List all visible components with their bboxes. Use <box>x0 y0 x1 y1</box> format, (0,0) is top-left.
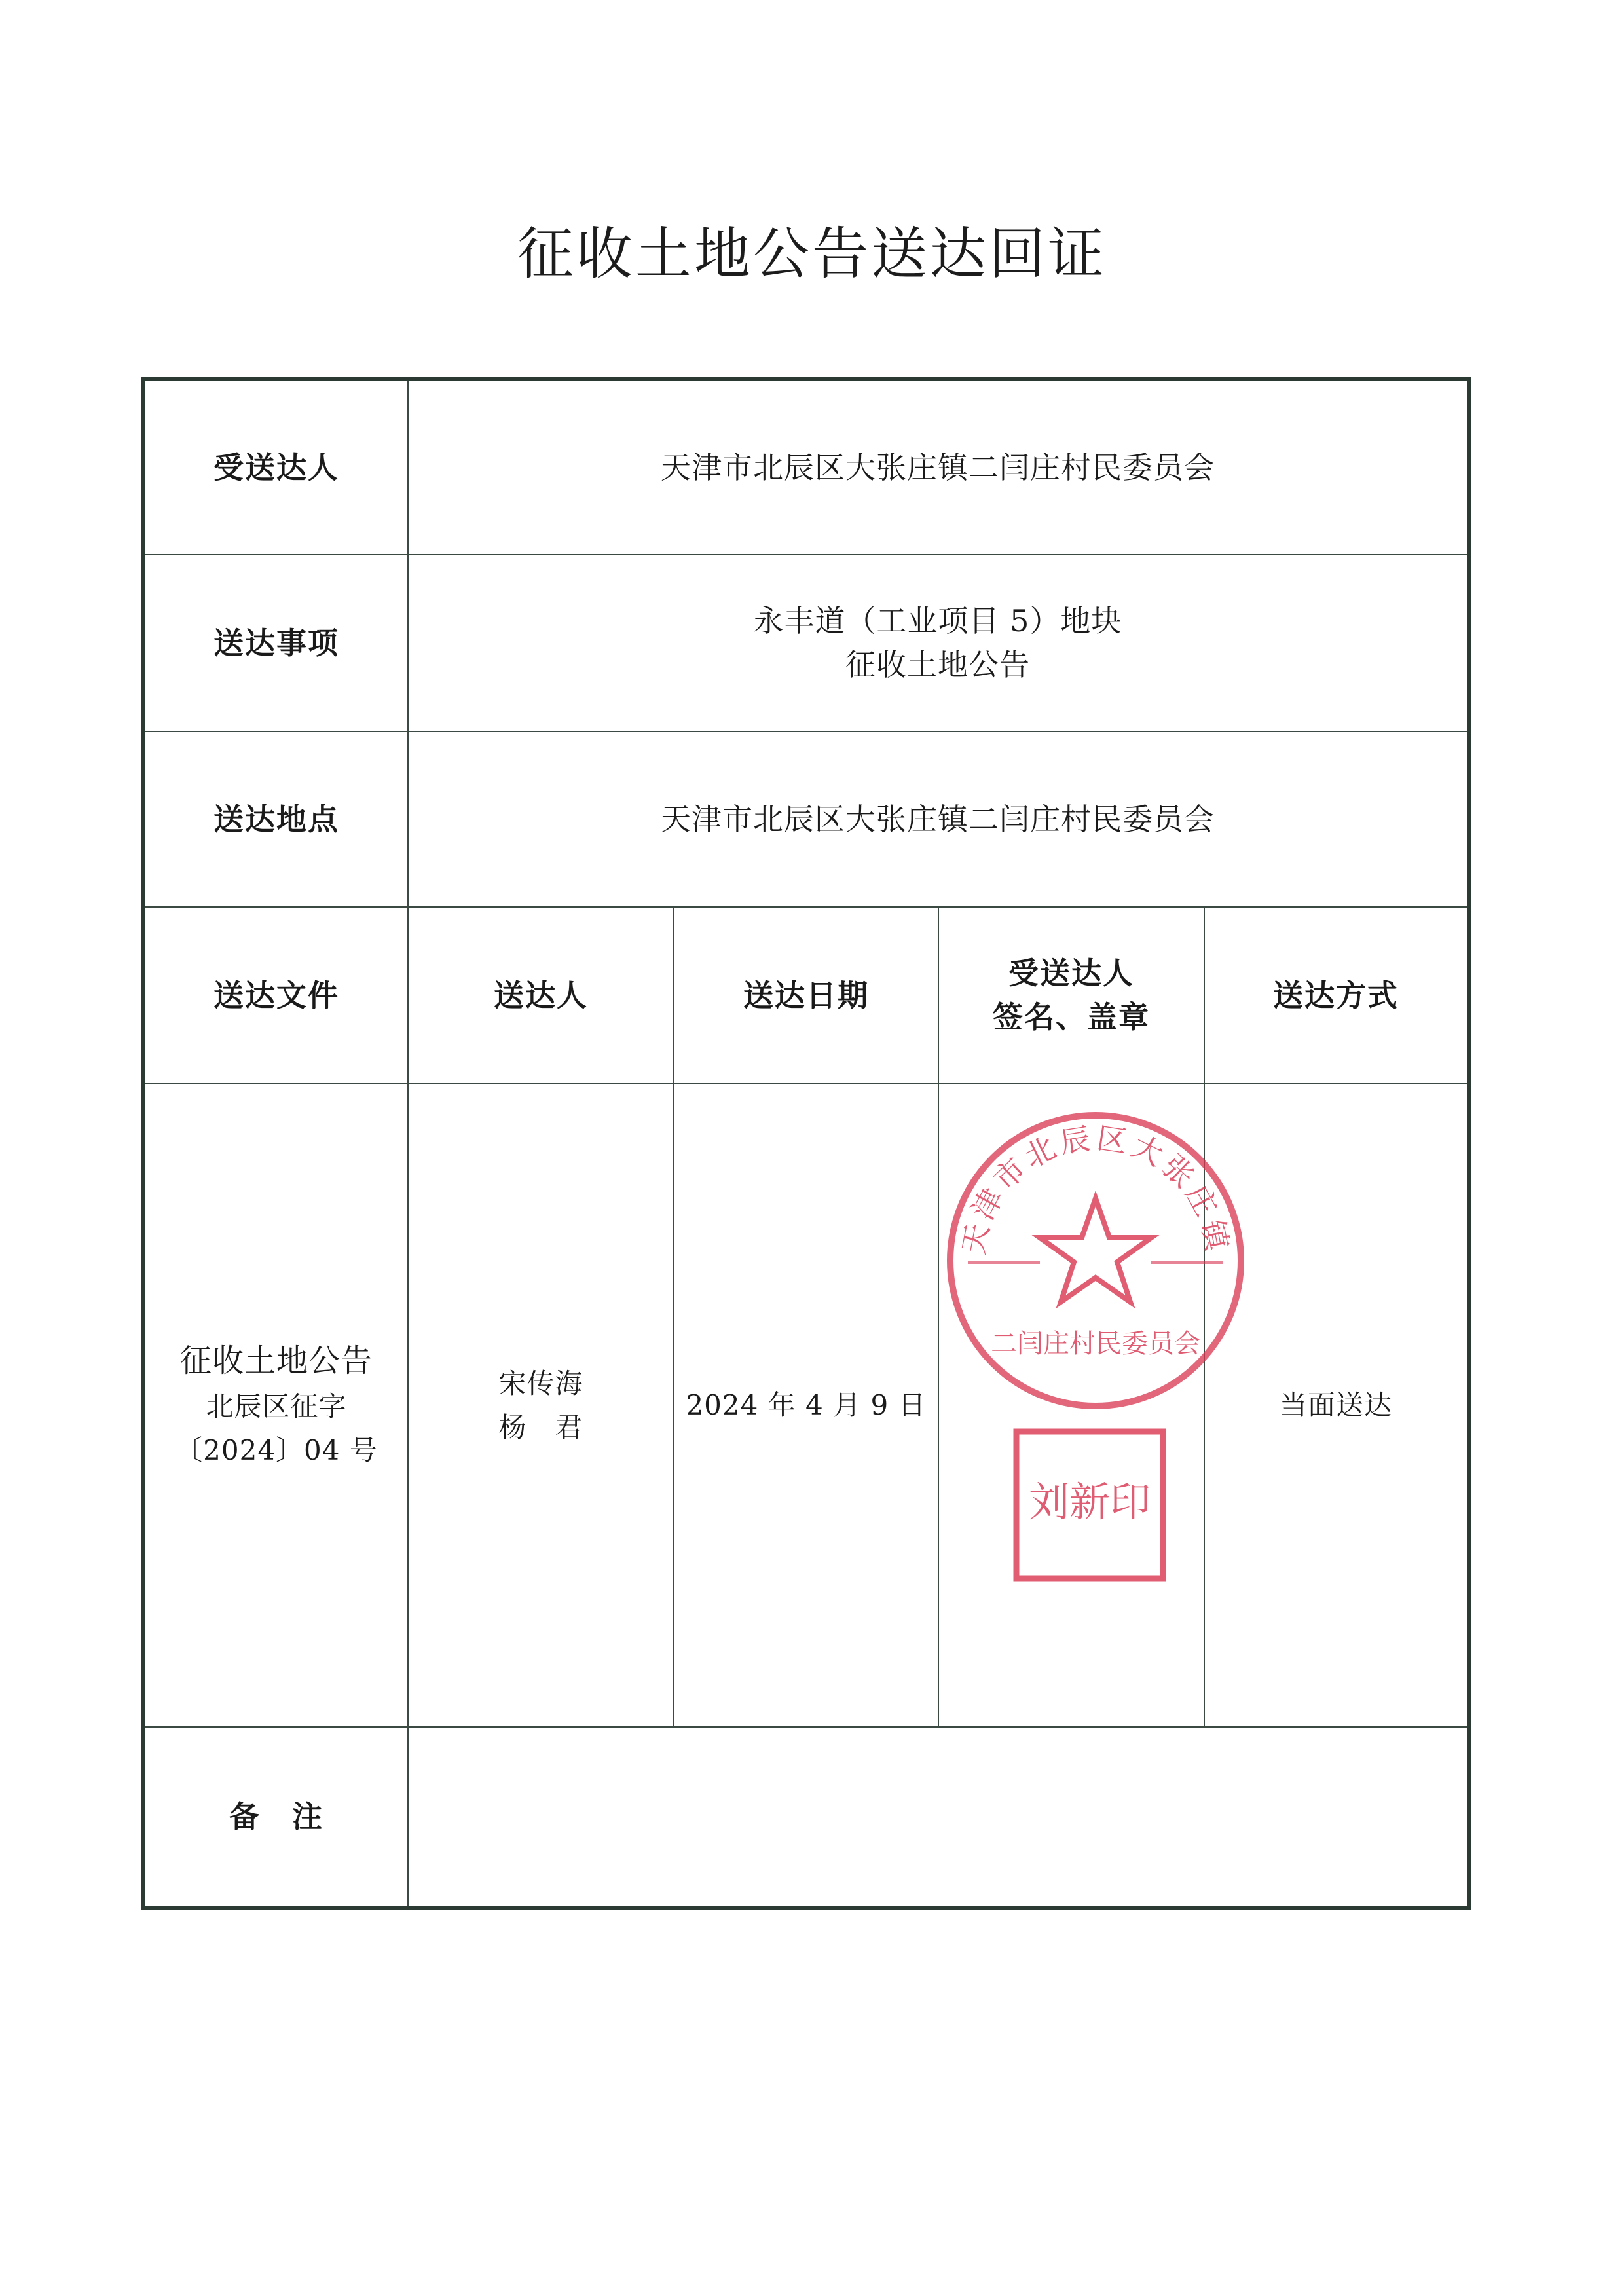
server-name: 杨 君 <box>498 1411 583 1443</box>
matter-label: 送达事项 <box>213 625 339 661</box>
date-cell: 2024 年 4 月 9 日 <box>686 1389 927 1422</box>
signature-header-line: 签名、盖章 <box>993 999 1150 1035</box>
page-title: 征收土地公告送达回证 <box>517 221 1107 287</box>
signature-header-line: 受送达人 <box>1008 955 1134 991</box>
seal-arc-text: 天津市北辰区大张庄镇 <box>955 1120 1236 1257</box>
server-column-header: 送达人 <box>494 977 588 1013</box>
recipient-value: 天津市北辰区大张庄镇二闫庄村民委员会 <box>661 449 1215 485</box>
document-line: 征收土地公告 <box>179 1342 373 1380</box>
location-value: 天津市北辰区大张庄镇二闫庄村民委员会 <box>661 801 1215 837</box>
location-label: 送达地点 <box>213 801 339 837</box>
server-cell <box>409 1084 673 1726</box>
recipient-label: 受送达人 <box>213 449 339 485</box>
document-column-header: 送达文件 <box>213 977 339 1013</box>
document-line: 〔2024〕04 号 <box>175 1434 378 1466</box>
document-line: 北辰区征字 <box>206 1390 347 1422</box>
matter-line: 永丰道（工业项目 5）地块 <box>753 603 1122 639</box>
date-column-header: 送达日期 <box>743 977 869 1013</box>
delivery-receipt-form <box>141 377 1471 1910</box>
personal-name-seal <box>1012 1428 1167 1582</box>
matter-value <box>409 555 1467 731</box>
remarks-label: 备 注 <box>229 1798 323 1834</box>
document-cell <box>145 1084 407 1726</box>
server-name: 宋传海 <box>498 1367 583 1399</box>
matter-line: 征收土地公告 <box>845 647 1030 682</box>
remarks-value <box>409 1728 1467 1906</box>
seal-bottom-text: 二闫庄村民委员会 <box>991 1329 1200 1359</box>
method-column-header: 送达方式 <box>1273 977 1399 1013</box>
svg-text:天津市北辰区大张庄镇 <box>955 1120 1236 1257</box>
square-seal-text: 刘新印 <box>1028 1478 1151 1526</box>
signature-column-header <box>939 908 1204 1083</box>
method-cell: 当面送达 <box>1279 1389 1392 1422</box>
round-official-seal <box>942 1107 1249 1415</box>
